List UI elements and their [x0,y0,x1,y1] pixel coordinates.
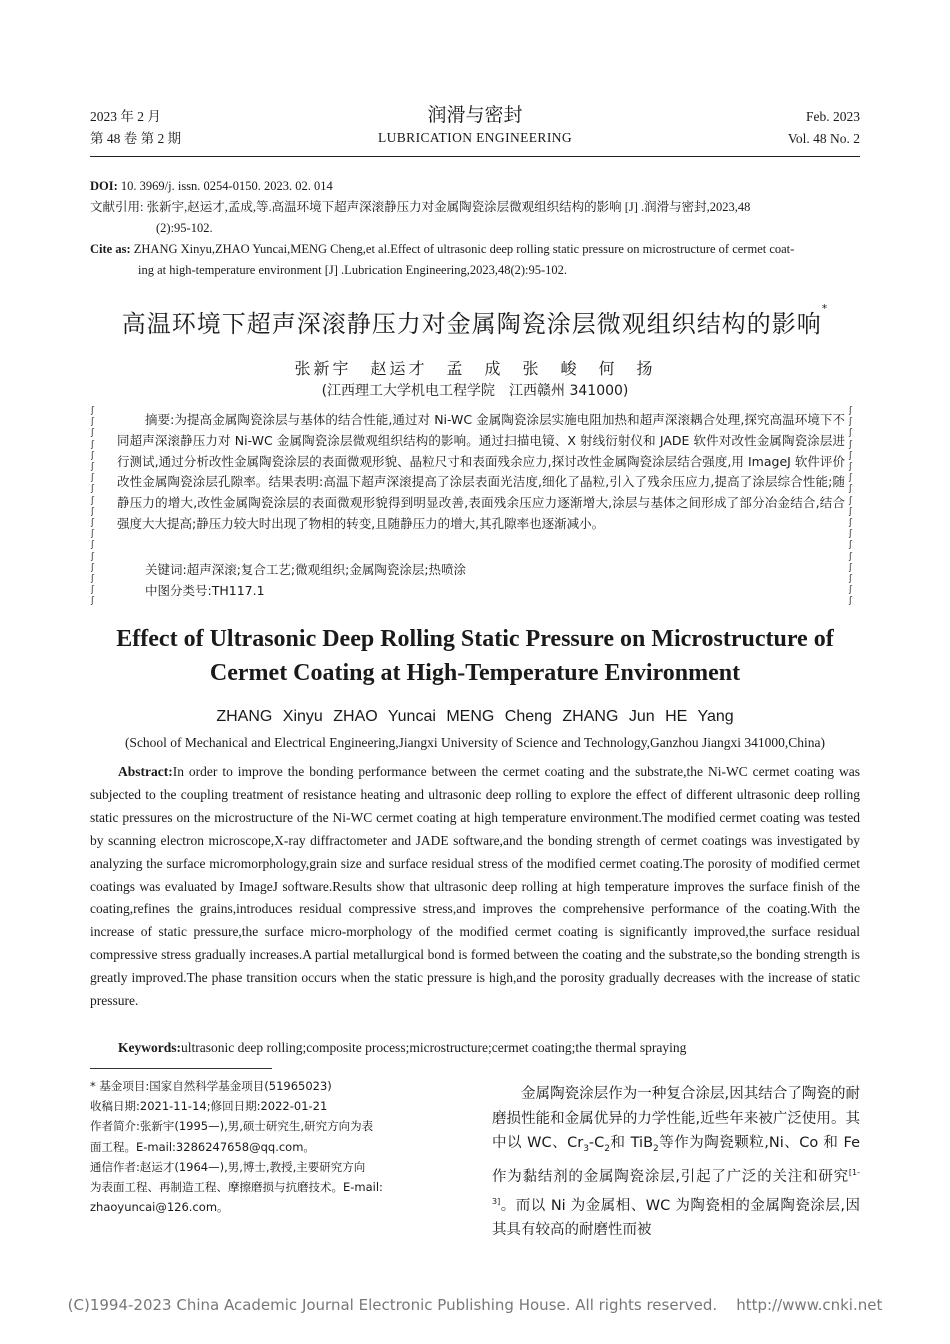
keywords-cn: 关键词:超声深滚;复合工艺;微观组织;金属陶瓷涂层;热喷涂 [145,562,467,577]
cite-as-line1: ZHANG Xinyu,ZHAO Yuncai,MENG Cheng,et al.Effect of ultrasonic deep rolling static pressure on microstructure of cermet coat- [130,242,795,256]
reference-cn-line2: (2):95-102. [156,221,213,235]
subscript: 2 [653,1143,659,1154]
issue-date-cn: 2023 年 2 月 [90,109,161,124]
footnote-line: 收稿日期:2021-11-14;修回日期:2022-01-21 [90,1099,328,1114]
subscript: 2 [604,1143,611,1154]
abstract-en-paragraph [90,761,860,1013]
decorative-border-left: ʃ ʃ ʃ ʃ ʃ ʃ ʃ ʃ ʃ ʃ ʃ ʃ ʃ ʃ ʃ ʃ ʃ ʃ [91,406,95,607]
reference-cn [90,197,862,218]
paper-title-en-line2: Cermet Coating at High-Temperature Environment [209,660,741,686]
keywords-en-label: Keywords: [118,1040,181,1055]
reference-cn-line1: 张新宇,赵运才,孟成,等.高温环境下超声深滚静压力对金属陶瓷涂层微观组织结构的影响 [J] .润滑与密封,2023,48 [143,200,751,214]
body-text-part: 和 TiB [610,1135,654,1151]
footnote [90,1076,472,1217]
issue-date-en: Feb. 2023 [806,109,860,124]
doi-label: DOI: [90,179,118,193]
footnote-line: 面工程。E-mail:3286247658@qq.com。 [90,1139,315,1154]
abstract-en [90,761,860,1013]
decorative-border-right: ʃ ʃ ʃ ʃ ʃ ʃ ʃ ʃ ʃ ʃ ʃ ʃ ʃ ʃ ʃ ʃ ʃ ʃ [849,406,853,607]
funding-mark: * [821,302,829,315]
footnote-line: zhaoyuncai@126.com。 [90,1200,229,1215]
body-text-part: 金属陶瓷涂层作为一种复合涂层,因其结合了陶瓷的耐磨损性能和金属优异的力学性能,近些年来被广泛使用。其中以 WC、Cr [492,1086,860,1151]
body-text-part: -C [588,1135,605,1151]
authors-en: ZHANG Xinyu ZHAO Yuncai MENG Cheng ZHANG Jun HE Yang [216,708,734,725]
footnote-rule [90,1068,272,1069]
affiliation-cn: (江西理工大学机电工程学院 江西赣州 341000) [321,383,629,399]
abstract-en-text: In order to improve the bonding performance between the cermet coating and the substrate,the Ni-WC cermet coating was subjected to the coupling treatment of resistance heating and ultrasonic deep rolling to explore the effect of different ultrasonic deep rolling static pressures on the microstructure of the Ni-WC cermet coating at high temperature environment.The modified cermet coating was tested by scanning electron microscope,X-ray diffractometer and JADE software,and the bonding strength of cermet coatings was investigated by analyzing the surface micromorphology,grain size and surface residual stress of the modified cermet coating.The porosity of modified cermet coatings was evaluated by ImageJ software.Results show that ultrasonic deep rolling at high temperature improves the surface finish of the coating,refines the grains,introduces residual compressive stress,and improves the comprehensive performance of the coating.With the increase of static pressure,the surface micro-morphology of the modified cermet coating is significantly improved,the surface residual compressive stress gradually increases.A partial metallurgical bond is formed between the coating and the substrate,so the bonding strength is greatly improved.The phase transition occurs when the static pressure is high,and the porosity gradually decreases with the increase of static pressure. [90,764,860,1009]
paper-title-cn [0,304,950,339]
journal-title-cn: 润滑与密封 [427,104,523,126]
paper-title-en-line1: Effect of Ultrasonic Deep Rolling Static Pressure on Microstructure of [116,626,834,652]
body-paragraph [492,1082,860,1243]
footnote-line: 为表面工程、再制造工程、摩擦磨损与抗磨技术。E-mail: [90,1180,383,1195]
citation-block [90,176,862,281]
copyright-footer: (C)1994-2023 China Academic Journal Electronic Publishing House. All rights reserved. http://www.cnki.net [67,1296,883,1314]
paper-title-cn-text: 高温环境下超声深滚静压力对金属陶瓷涂层微观组织结构的影响 [121,310,822,338]
subscript: 3 [583,1143,589,1154]
keywords-en [118,1040,686,1056]
body-text [492,1082,860,1243]
volume-en: Vol. 48 No. 2 [787,131,860,146]
abstract-en-label: Abstract: [118,764,173,779]
cite-as-en [90,239,862,260]
paper-title-en [0,622,950,690]
footnote-line: * 基金项目:国家自然科学基金项目(51965023) [90,1079,332,1093]
doi-line [90,176,862,197]
keywords-en-text: ultrasonic deep rolling;composite process;microstructure;cermet coating;the thermal spraying [181,1040,687,1055]
classification-cn: 中图分类号:TH117.1 [145,583,265,598]
journal-title-en: LUBRICATION ENGINEERING [377,130,573,145]
body-text-part: 。而以 Ni 为金属相、WC 为陶瓷相的金属陶瓷涂层,因其具有较高的耐磨性而被 [492,1197,860,1239]
affiliation-en: (School of Mechanical and Electrical Engineering,Jiangxi University of Science and Technology,Ganzhou Jiangxi 341000,China) [124,735,826,750]
cite-as-line2: ing at high-temperature environment [J] .Lubrication Engineering,2023,48(2):95-102. [138,263,568,277]
footnote-line: 作者简介:张新宇(1995—),男,硕士研究生,研究方向为表 [90,1119,374,1134]
reference-citation[interactable]: [1-3] [492,1168,860,1206]
volume-cn: 第 48 卷 第 2 期 [90,131,182,146]
reference-cn-label: 文献引用: [90,200,144,214]
doi-value[interactable]: 10. 3969/j. issn. 0254-0150. 2023. 02. 014 [117,179,333,193]
authors-cn: 张新宇 赵运才 孟 成 张 峻 何 扬 [294,359,656,378]
header-right [788,106,860,150]
header-rule [90,156,860,157]
body-text-part: 等作为陶瓷颗粒,Ni、Co 和 Fe 作为黏结剂的金属陶瓷涂层,引起了广泛的关注和研究 [492,1135,860,1186]
cite-as-label: Cite as: [90,242,131,256]
abstract-cn [117,410,845,535]
abstract-cn-text: 摘要:为提高金属陶瓷涂层与基体的结合性能,通过对 Ni-WC 金属陶瓷涂层实施电阻加热和超声深滚耦合处理,探究高温环境下不同超声深滚静压力对 Ni-WC 金属陶瓷涂层微观组织结构的影响。通过扫描电镜、X 射线衍射仪和 JADE 软件对改性金属陶瓷涂层进行测试,通过分析改性金属陶瓷涂层的表面微观形貌、晶粒尺寸和表面残余应力,探讨改性金属陶瓷涂层结合强度,用 ImageJ 软件评价改性金属陶瓷涂层孔隙率。结果表明:高温下超声深滚提高了涂层表面光洁度,细化了晶粒,引入了残余压应力,提高了涂层综合性能;随静压力的增大,改性金属陶瓷涂层的表面微观形貌得到明显改善,表面残余压应力逐渐增大,涂层与基体之间形成了部分冶金结合,结合强度大大提高;静压力较大时出现了物相的转变,且随静压力的增大,其孔隙率也逐渐减小。 [117,412,845,531]
footnote-line: 通信作者:赵运才(1964—),男,博士,教授,主要研究方向 [90,1159,366,1174]
